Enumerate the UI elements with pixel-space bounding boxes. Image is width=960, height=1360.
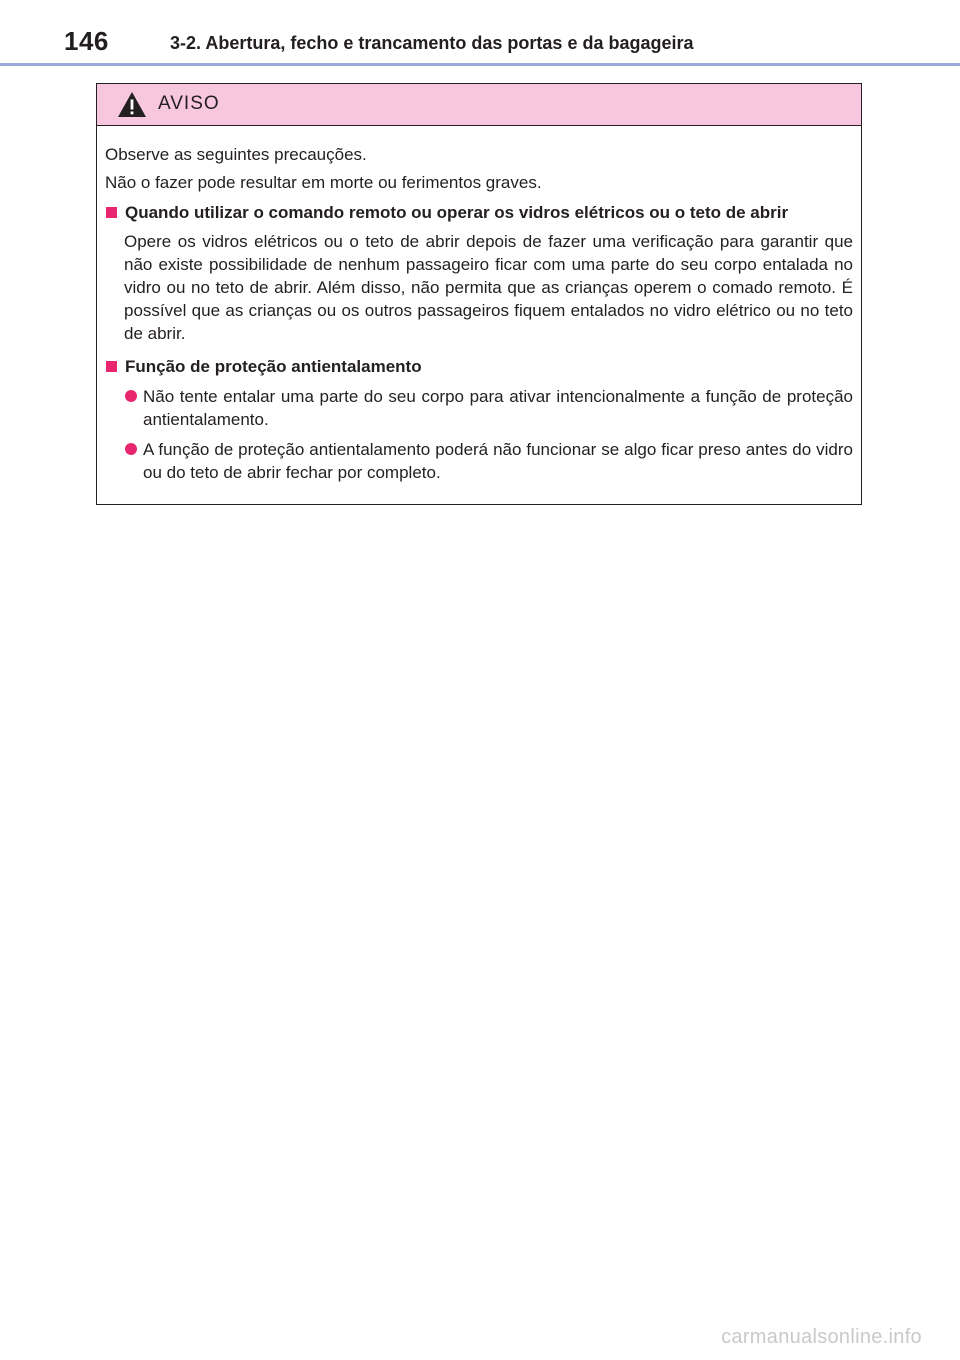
header-rule xyxy=(0,63,960,66)
section-1-text: Opere os vidros elétricos ou o teto de abrir depois de fazer uma verificação para garantir que não existe possibilidade de nenhum passageiro ficar com uma parte do seu corpo entalada no vidro ou no teto de abrir. Além disso, não permita que as crianças operem o comado remoto. É possível que as crianças ou os outros passageiros fiquem entalados no vidro elétrico ou no teto de abrir. xyxy=(124,232,853,343)
warning-intro-1: Observe as seguintes precauções. xyxy=(105,145,367,164)
section-1-heading-text: Quando utilizar o comando remoto ou operar os vidros elétricos ou o teto de abrir xyxy=(125,203,789,222)
round-bullet-icon xyxy=(125,390,137,402)
list-item xyxy=(105,385,853,431)
bullet-text: Não tente entalar uma parte do seu corpo para ativar intencionalmente a função de proteção antientalamento. xyxy=(143,387,853,429)
warning-intro-2: Não o fazer pode resultar em morte ou ferimentos graves. xyxy=(105,173,542,192)
warning-body xyxy=(105,141,853,484)
square-bullet-icon xyxy=(106,361,117,372)
section-2-heading xyxy=(105,353,853,381)
watermark: carmanualsonline.info xyxy=(721,1326,922,1348)
warning-triangle-icon xyxy=(117,91,147,118)
bullet-text: A função de proteção antientalamento poderá não funcionar se algo ficar preso antes do vidro ou do teto de abrir fechar por completo. xyxy=(143,440,853,482)
warning-title: AVISO xyxy=(158,93,220,114)
page-number: 146 xyxy=(64,26,109,56)
round-bullet-icon xyxy=(125,443,137,455)
list-item xyxy=(105,438,853,484)
section-2-heading-text: Função de proteção antientalamento xyxy=(125,357,422,376)
page-header xyxy=(0,0,960,68)
section-title: 3-2. Abertura, fecho e trancamento das portas e da bagageira xyxy=(170,33,694,53)
square-bullet-icon xyxy=(106,207,117,218)
section-1-heading xyxy=(105,199,853,227)
warning-header xyxy=(97,84,861,126)
warning-box xyxy=(96,83,862,505)
